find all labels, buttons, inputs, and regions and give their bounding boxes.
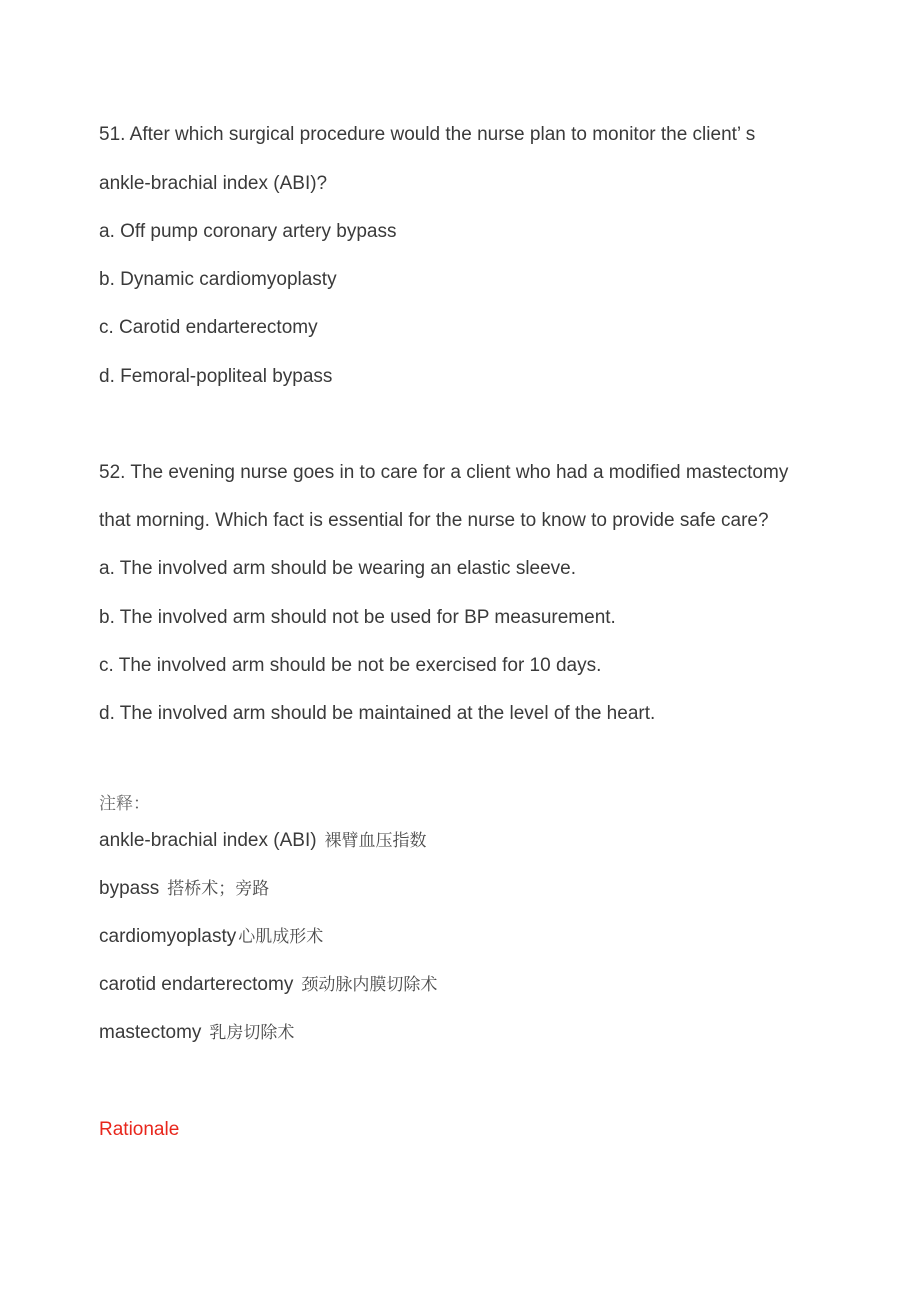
- question-52-option-d: d. The involved arm should be maintained at the level of the heart.: [99, 703, 656, 724]
- note-term-chinese: 乳房切除术: [209, 1023, 295, 1043]
- notes-label: 注释：: [99, 794, 150, 814]
- question-51-stem-line-2: ankle-brachial index (ABI)?: [99, 173, 328, 194]
- note-term: [99, 1021, 294, 1045]
- question-52-option-a: a. The involved arm should be wearing an elastic sleeve.: [99, 558, 577, 579]
- note-term: [99, 829, 427, 853]
- note-term: [99, 973, 437, 997]
- question-51-option-c: c. Carotid endarterectomy: [99, 317, 318, 338]
- question-52-stem-line-2: that morning. Which fact is essential for the nurse to know to provide safe care?: [99, 510, 769, 531]
- question-51-option-b: b. Dynamic cardiomyoplasty: [99, 269, 337, 290]
- note-term-english: ankle-brachial index (ABI): [99, 830, 317, 851]
- note-term-chinese: 搭桥术；旁路: [167, 879, 270, 899]
- question-51-option-d: d. Femoral-popliteal bypass: [99, 366, 333, 387]
- note-term-english: carotid endarterectomy: [99, 974, 294, 995]
- note-term-english: mastectomy: [99, 1022, 202, 1043]
- note-term-chinese: 心肌成形术: [238, 927, 324, 947]
- rationale-heading: Rationale: [99, 1119, 180, 1140]
- note-term: [99, 877, 269, 901]
- question-52-option-b: b. The involved arm should not be used for BP measurement.: [99, 607, 616, 628]
- note-term-chinese: 颈动脉内膜切除术: [301, 975, 438, 995]
- note-term-english: cardiomyoplasty: [99, 926, 237, 947]
- note-term: [99, 925, 323, 949]
- question-51-option-a: a. Off pump coronary artery bypass: [99, 221, 397, 242]
- question-52-stem-line-1: 52. The evening nurse goes in to care for a client who had a modified mastectomy: [99, 462, 789, 483]
- question-51-stem-line-1: 51. After which surgical procedure would the nurse plan to monitor the client’ s: [99, 124, 756, 145]
- question-52-option-c: c. The involved arm should be not be exercised for 10 days.: [99, 655, 602, 676]
- note-term-english: bypass: [99, 878, 160, 899]
- note-term-chinese: 裸臂血压指数: [324, 831, 427, 851]
